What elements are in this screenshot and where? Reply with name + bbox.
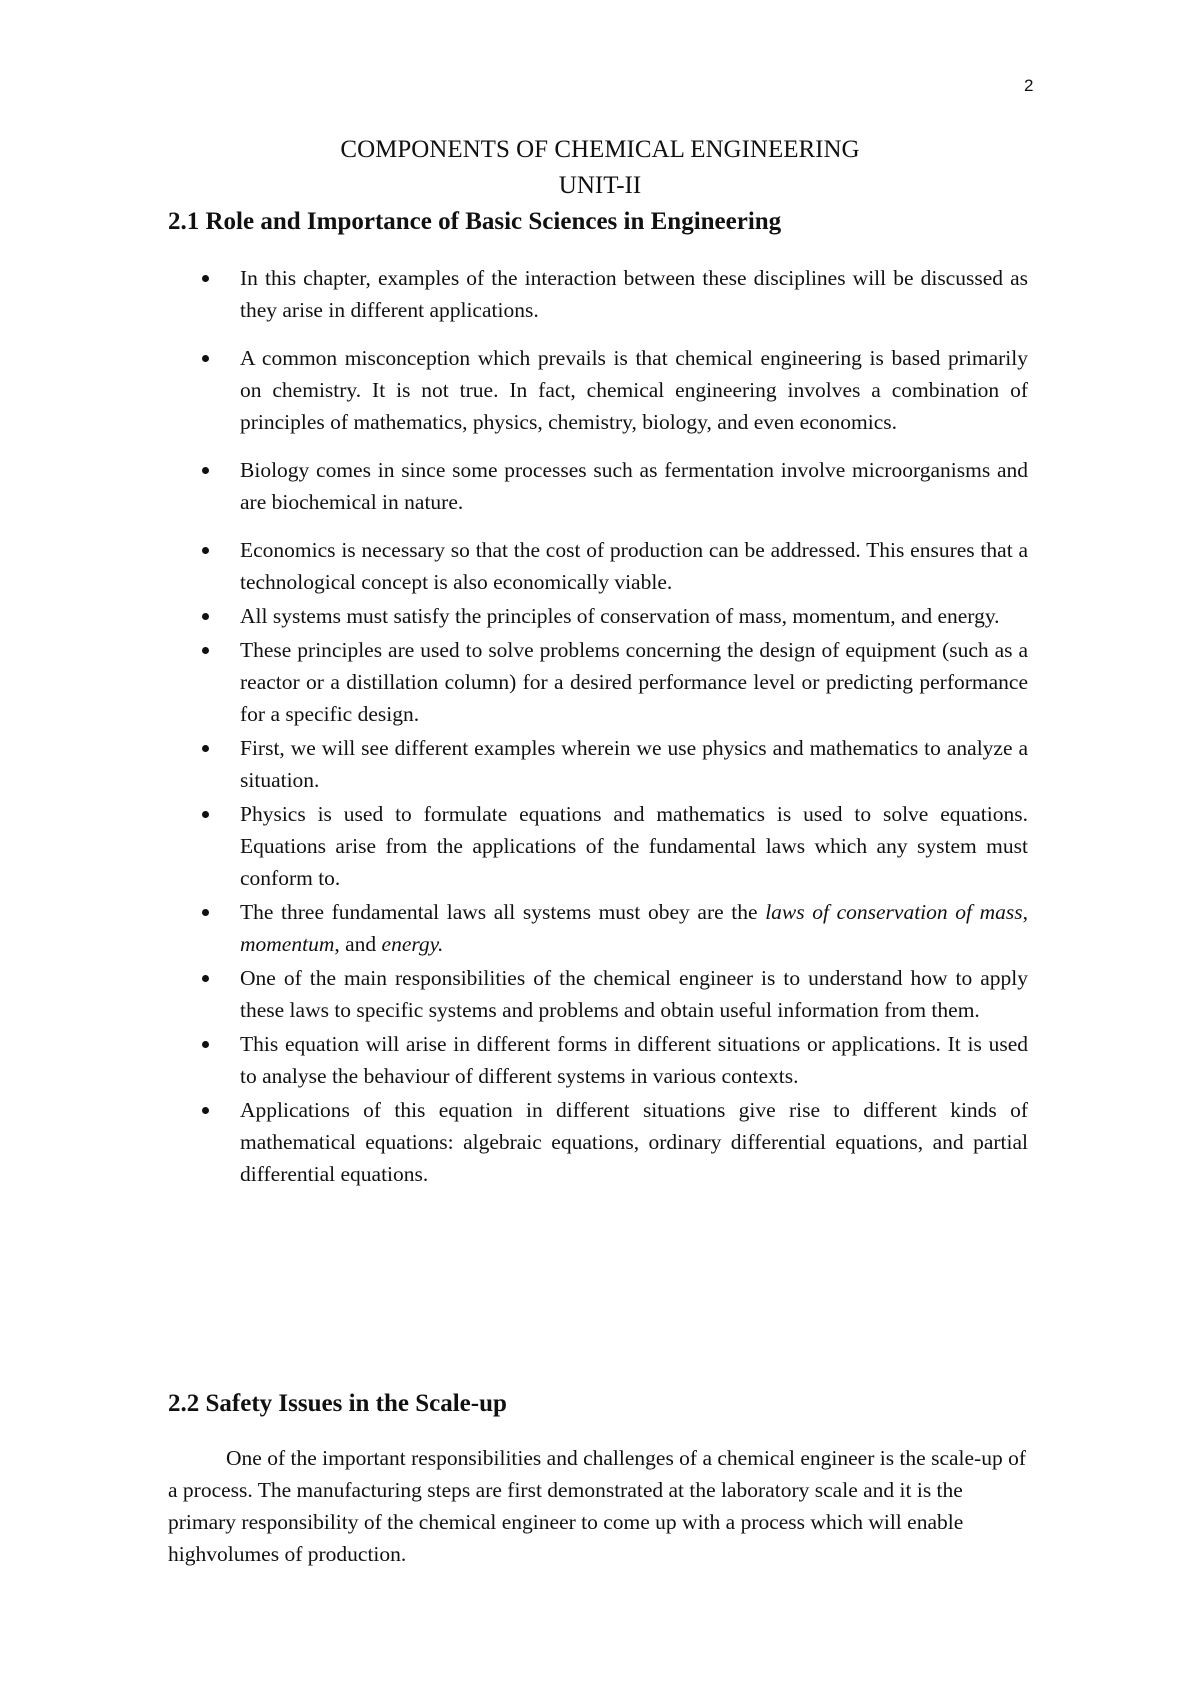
list-item-text: Biology comes in since some processes such as fermentation involve microorganisms and are biochemical in nature.: [240, 458, 1028, 514]
bullet-icon: [202, 811, 209, 818]
list-item-text: Physics is used to formulate equations and mathematics is used to solve equations. Equations arise from the applications of the fundamental laws which any system must conform to.: [240, 802, 1028, 890]
list-item: [168, 342, 1028, 438]
list-item-text: One of the main responsibilities of the chemical engineer is to understand how to apply these laws to specific systems and problems and obtain useful information from them.: [240, 966, 1028, 1022]
bullet-icon: [202, 975, 209, 982]
bullet-icon: [202, 467, 209, 474]
scale-up-paragraph: One of the important responsibilities and challenges of a chemical engineer is the scale-up of a process. The manufacturing steps are first demonstrated at the laboratory scale and it is the primary responsibility of the chemical engineer to come up with a process which will enable highvolumes of production.: [168, 1446, 1027, 1566]
list-item-text: A common misconception which prevails is that chemical engineering is based primarily on chemistry. It is not true. In fact, chemical engineering involves a combination of principles of mathematics, physics, chemistry, biology, and even economics.: [240, 346, 1028, 434]
bullet-icon: [202, 909, 209, 916]
list-item: [168, 732, 1028, 796]
list-item: [168, 262, 1028, 326]
list-item: [168, 1094, 1028, 1190]
list-item-text: First, we will see different examples wherein we use physics and mathematics to analyze a situation.: [240, 736, 1028, 792]
bullet-icon: [202, 1041, 209, 1048]
list-item-text: Applications of this equation in different situations give rise to different kinds of mathematical equations: algebraic equations, ordinary differential equations, and partial differential equations.: [240, 1098, 1028, 1186]
bullet-icon: [202, 613, 209, 620]
list-item: [168, 798, 1028, 894]
page-number: 2: [1024, 76, 1034, 95]
list-item-text: This equation will arise in different forms in different situations or applications. It is used to analyse the behaviour of different systems in various contexts.: [240, 1032, 1028, 1088]
laws-emphasis-energy: energy.: [381, 932, 444, 956]
bullet-icon: [202, 745, 209, 752]
list-item-text: All systems must satisfy the principles of conservation of mass, momentum, and energy.: [240, 604, 1000, 628]
separator-text: ,: [1022, 900, 1028, 924]
section-heading-2-1: 2.1 Role and Importance of Basic Sciences in Engineering: [168, 208, 782, 235]
laws-lead-text: The three fundamental laws all systems must obey are the: [240, 900, 766, 924]
list-item-text: [240, 900, 1028, 956]
bullet-icon: [202, 547, 209, 554]
list-item: [168, 600, 1028, 632]
list-item: [168, 534, 1028, 598]
bullet-icon: [202, 1107, 209, 1114]
unit-title: UNIT-II: [558, 172, 642, 199]
list-item: [168, 896, 1028, 960]
bullet-icon: [202, 355, 209, 362]
section-heading-2-2: 2.2 Safety Issues in the Scale-up: [168, 1390, 507, 1417]
laws-emphasis-mass: laws of conservation of mass: [765, 900, 1023, 924]
list-item: [168, 634, 1028, 730]
laws-emphasis-momentum: momentum: [240, 932, 335, 956]
document-title: COMPONENTS OF CHEMICAL ENGINEERING: [340, 136, 860, 163]
list-item-text: Economics is necessary so that the cost of production can be addressed. This ensures that a technological concept is also economically viable.: [240, 538, 1028, 594]
separator-text: , and: [334, 932, 382, 956]
list-item: [168, 454, 1028, 518]
list-item-text: In this chapter, examples of the interaction between these disciplines will be discussed as they arise in different applications.: [240, 266, 1028, 322]
bullet-list: [168, 262, 1028, 1192]
list-item: [168, 1028, 1028, 1092]
bullet-icon: [202, 647, 209, 654]
bullet-icon: [202, 275, 209, 282]
list-item: [168, 962, 1028, 1026]
list-item-text: These principles are used to solve problems concerning the design of equipment (such as a reactor or a distillation column) for a desired performance level or predicting performance for a specific design.: [240, 638, 1028, 726]
